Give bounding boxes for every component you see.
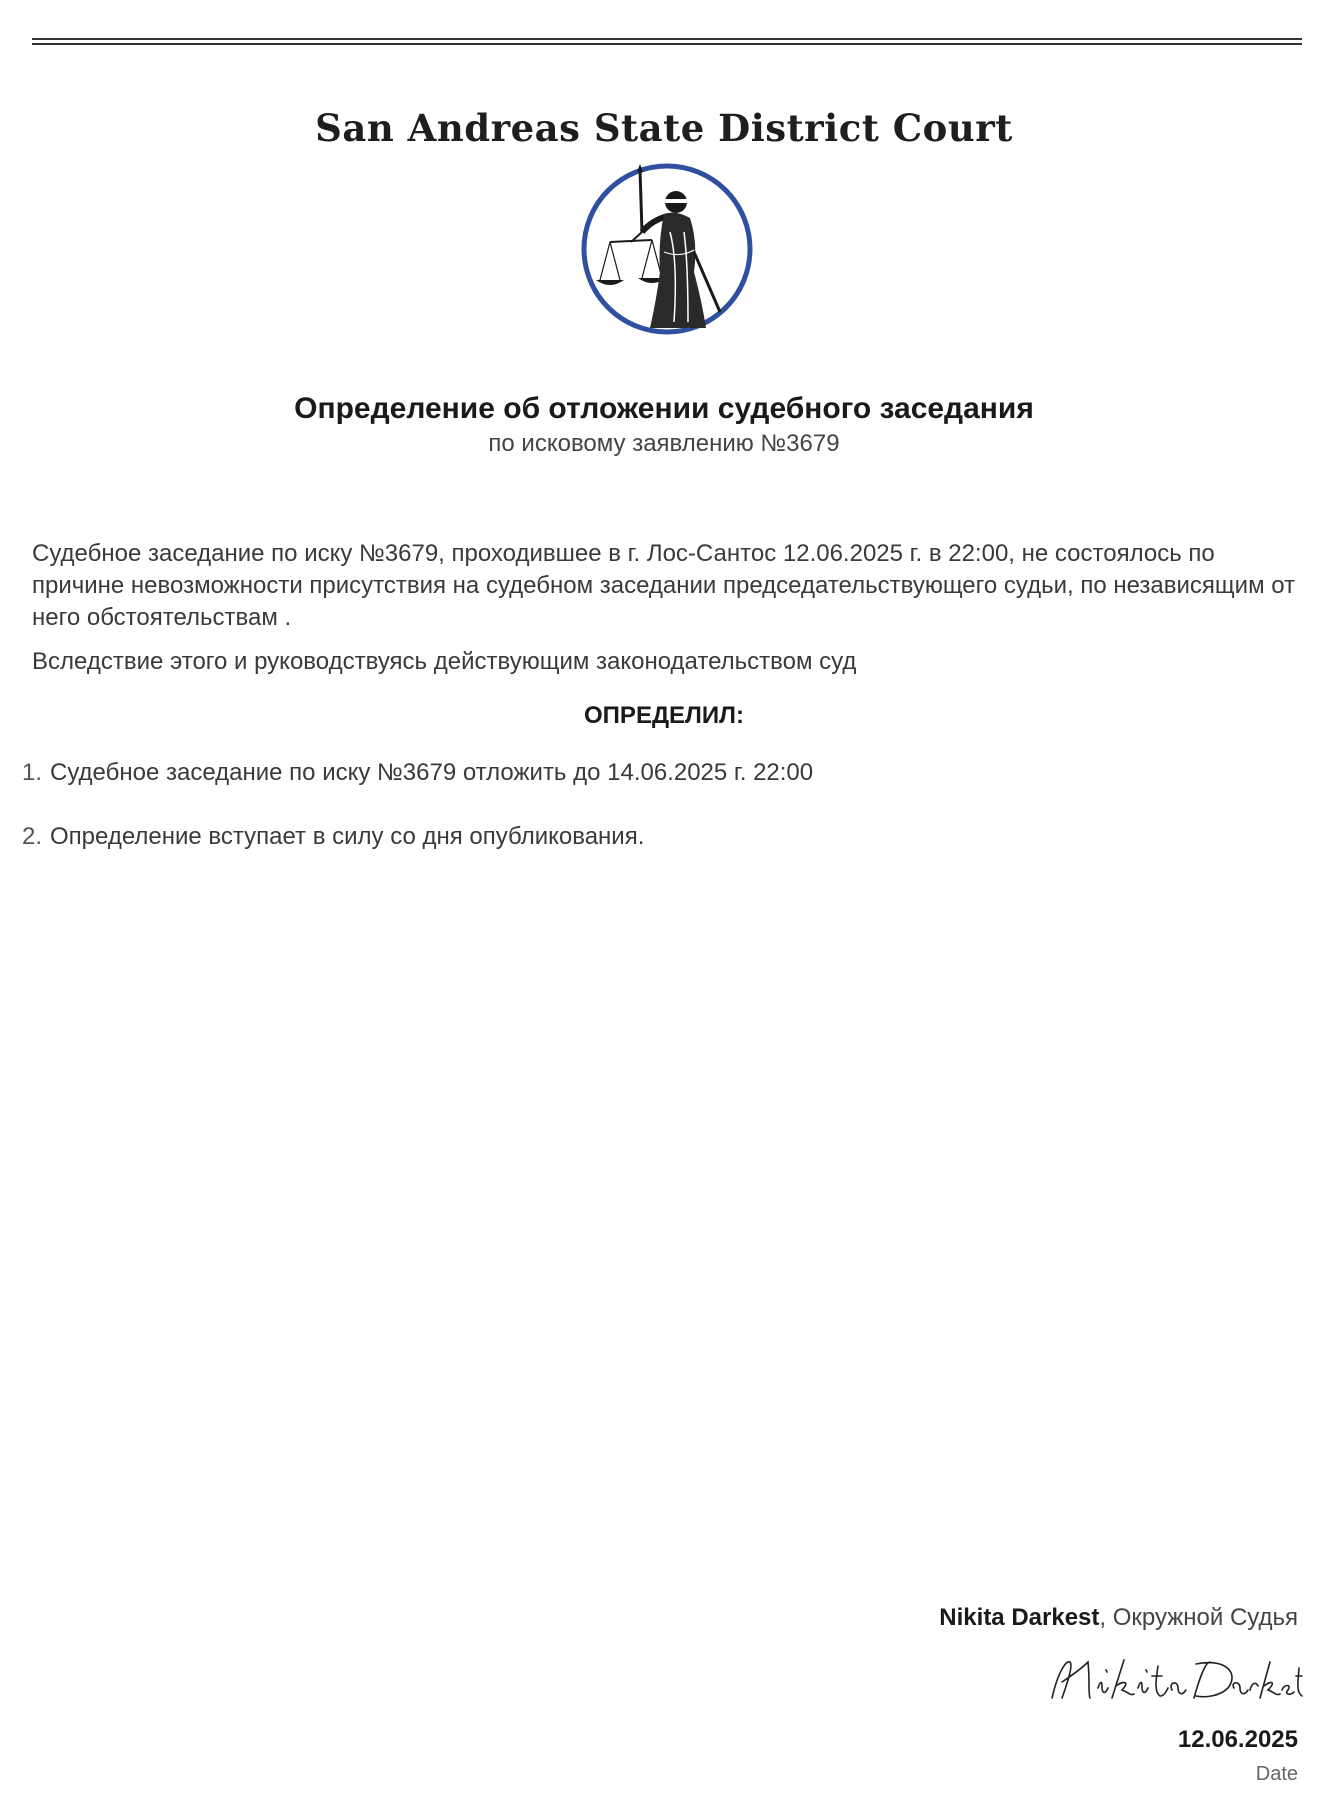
signature-date: 12.06.2025 <box>1177 1726 1298 1753</box>
decision-item-text: Определение вступает в силу со дня опубликования. <box>50 823 645 850</box>
signer-name: Nikita Darkest <box>939 1604 1100 1631</box>
handwritten-signature <box>1044 1652 1304 1706</box>
decision-item-number: 1. <box>22 759 43 786</box>
decision-item <box>22 821 1302 853</box>
signer-line <box>939 1604 1298 1632</box>
decision-item <box>22 757 1302 789</box>
decision-item-text: Судебное заседание по иску №3679 отложить до 14.06.2025 г. 22:00 <box>50 759 814 786</box>
decision-heading: ОПРЕДЕЛИЛ: <box>584 702 744 729</box>
signer-position: , Окружной Судья <box>1099 1604 1298 1631</box>
signature-date-label: Date <box>1255 1763 1298 1785</box>
document-title: Определение об отложении судебного заседания <box>294 392 1034 425</box>
body-paragraph: Судебное заседание по иску №3679, проходившее в г. Лос-Сантос 12.06.2025 г. в 22:00, не состоялось по причине невозможности присутствия на судебном заседании председательствующего судьи, по независящим от него обстоятельствам . <box>32 540 1296 631</box>
document-subtitle: по исковому заявлению №3679 <box>488 430 840 457</box>
body-paragraph: Вследствие этого и руководствуясь действующим законодательством суд <box>32 648 857 675</box>
top-rule-line <box>32 38 1302 40</box>
decision-item-number: 2. <box>22 823 43 850</box>
court-name: San Andreas State District Court <box>315 106 1013 150</box>
lady-justice-seal-icon <box>580 162 754 336</box>
top-rule-line <box>32 43 1302 45</box>
